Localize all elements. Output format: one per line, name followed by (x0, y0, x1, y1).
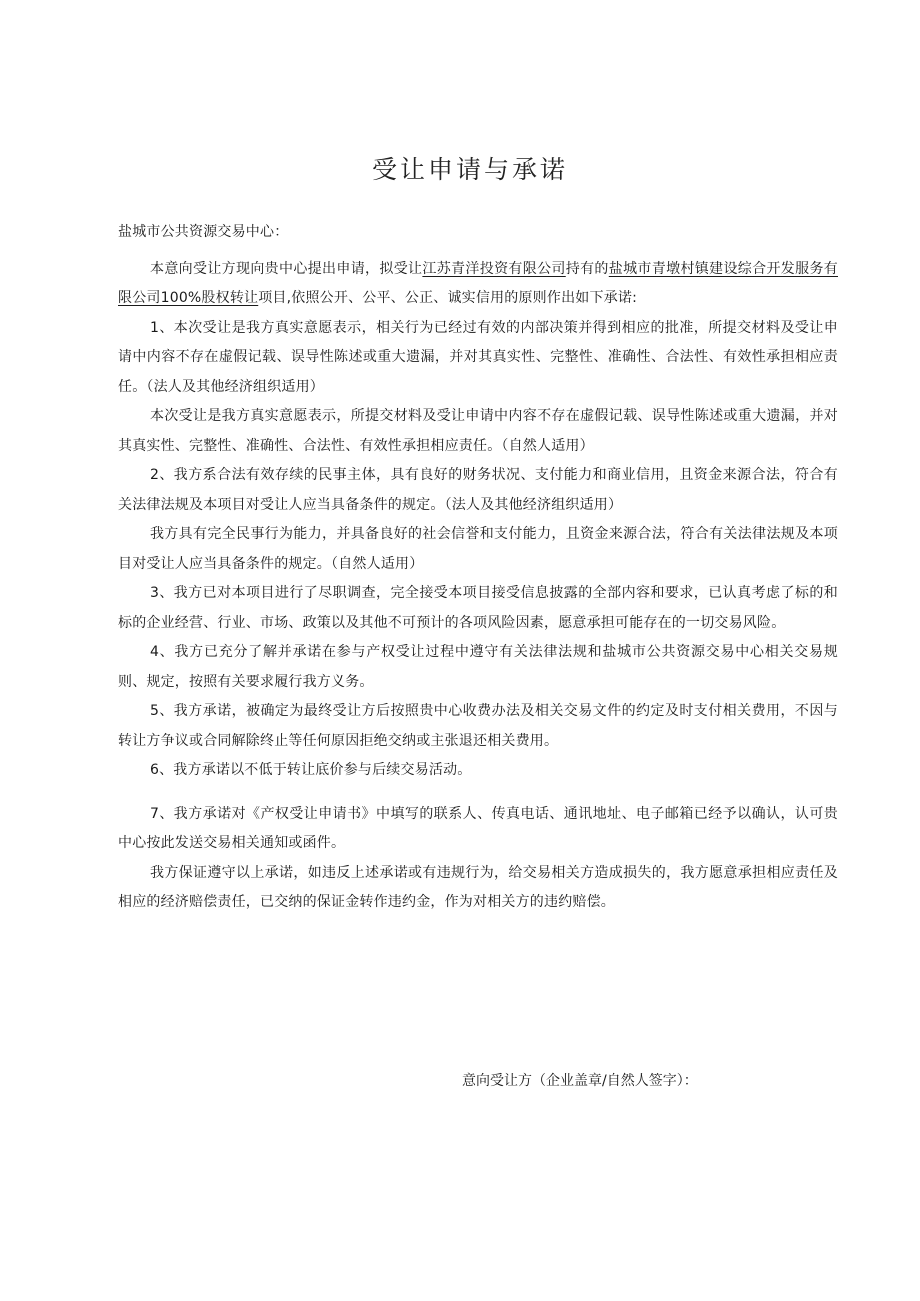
commitment-3: 3、我方已对本项目进行了尽职调查，完全接受本项目接受信息披露的全部内容和要求，已认真考虑了标的和标的企业经营、行业、市场、政策以及其他不可预计的各项风险因素，愿意承担可能存在的一切交易风险。 (118, 585, 838, 631)
intro-paragraph (118, 255, 838, 314)
commitment-2-natural: 我方具有完全民事行为能力，并具备良好的社会信誉和支付能力，且资金来源合法，符合有关法律法规及本项目对受让人应当具备条件的规定。（自然人适用） (118, 526, 838, 572)
commitment-1-legal: 1、本次受让是我方真实意愿表示，相关行为已经过有效的内部决策并得到相应的批准，所提交材料及受让申请中内容不存在虚假记载、误导性陈述或重大遗漏，并对其真实性、完整性、准确性、合法性、有效性承担相应责任。（法人及其他经济组织适用） (118, 319, 838, 395)
document-body (118, 218, 838, 918)
commitment-4: 4、我方已充分了解并承诺在参与产权受让过程中遵守有关法律法规和盐城市公共资源交易中心相关交易规则、规定，按照有关要求履行我方义务。 (118, 644, 838, 690)
transferor-name: 江苏青洋投资有限公司 (422, 260, 566, 277)
guarantee-paragraph: 我方保证遵守以上承诺，如违反上述承诺或有违规行为，给交易相关方造成损失的，我方愿意承担相应责任及相应的经济赔偿责任，已交纳的保证金转作违约金，作为对相关方的违约赔偿。 (118, 864, 838, 910)
intro-text-1: 本意向受让方现向贵中心提出申请，拟受让 (150, 260, 423, 277)
intro-text-2: 持有的 (565, 260, 609, 277)
commitment-6: 6、我方承诺以不低于转让底价参与后续交易活动。 (150, 762, 472, 778)
commitment-7: 7、我方承诺对《产权受让申请书》中填写的联系人、传真电话、通讯地址、电子邮箱已经予以确认，认可贵中心按此发送交易相关通知或函件。 (118, 805, 838, 851)
commitment-2-legal: 2、我方系合法有效存续的民事主体，具有良好的财务状况、支付能力和商业信用，且资金来源合法，符合有关法律法规及本项目对受让人应当具备条件的规定。（法人及其他经济组织适用） (118, 467, 838, 513)
intro-text-3: 项目,依照公开、公平、公正、诚实信用的原则作出如下承诺: (258, 290, 637, 306)
project-name: 盐城市青墩村镇建设综合开发服务有限公司100%股权转让 (118, 260, 838, 306)
addressee: 盐城市公共资源交易中心： (118, 224, 289, 240)
signature-line: 意向受让方（企业盖章/自然人签字）： (462, 1073, 698, 1089)
commitment-5: 5、我方承诺，被确定为最终受让方后按照贵中心收费办法及相关交易文件的约定及时支付相关费用，不因与转让方争议或合同解除终止等任何原因拒绝交纳或主张退还相关费用。 (118, 703, 838, 749)
document-title: 受让申请与承诺 (371, 155, 568, 184)
commitment-1-natural: 本次受让是我方真实意愿表示，所提交材料及受让申请中内容不存在虚假记载、误导性陈述或重大遗漏，并对其真实性、完整性、准确性、合法性、有效性承担相应责任。（自然人适用） (118, 408, 838, 454)
